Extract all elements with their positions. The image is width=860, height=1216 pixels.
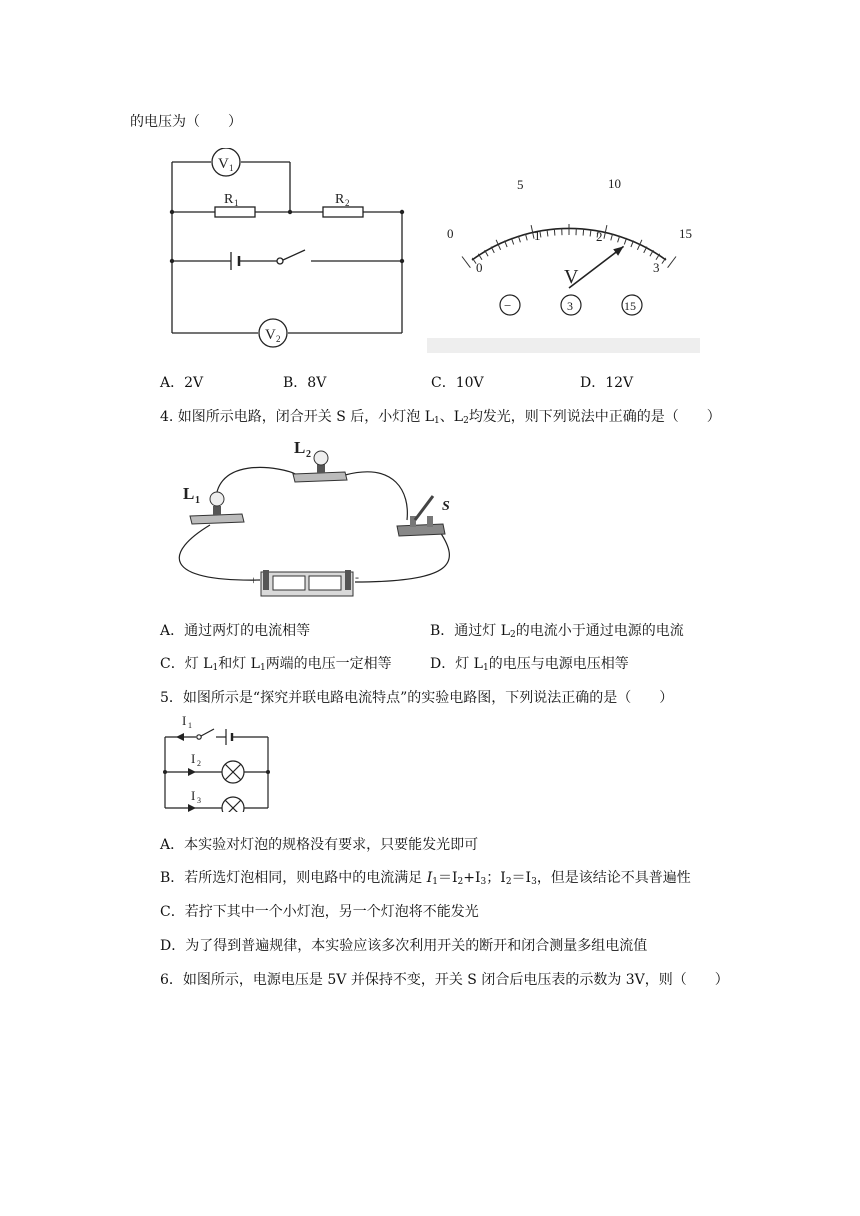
r1-label	[224, 192, 239, 208]
q4-option-c[interactable]: C．灯 $L_1$和灯 $L_1$两端的电压一定相等	[160, 656, 392, 673]
terminal-15	[622, 295, 642, 315]
svg-text:V: V	[218, 156, 229, 172]
voltmeter-dial	[425, 168, 705, 353]
q4-circuit-illustration	[165, 432, 465, 607]
r2-label	[335, 192, 350, 208]
meter-tick	[583, 229, 584, 236]
q5-parallel-circuit-diagram	[158, 712, 278, 812]
top-scale-10: 10	[608, 176, 621, 191]
svg-text:−: −	[504, 298, 512, 313]
svg-text:R: R	[335, 192, 345, 207]
meter-tick	[668, 257, 676, 268]
top-scale-15: 15	[679, 226, 692, 241]
q4-option-d[interactable]: D．灯 $L_1$的电压与电源电压相等	[430, 656, 629, 673]
meter-unit: V	[564, 266, 579, 288]
svg-text:3: 3	[197, 796, 201, 805]
svg-text:1: 1	[229, 163, 234, 173]
q5-option-b[interactable]: B．若所选灯泡相同，则电路中的电流满足 $I_1=I_2+I_3$；$I_2=I_3$，但是该结论不具普遍性	[160, 870, 691, 887]
q4-option-a[interactable]: A．通过两灯的电流相等	[160, 623, 311, 639]
q5-option-d[interactable]: D．为了得到普遍规律，本实验应该多次利用开关的断开和闭合测量多组电流值	[160, 938, 648, 954]
q6-stem: 6．如图所示，电源电压是 5V 并保持不变，开关 S 闭合后电压表的示数为 3V，则（ ）	[160, 972, 729, 988]
top-scale-5: 5	[517, 177, 524, 192]
q4-stem: 4. 如图所示电路，闭合开关 S 后，小灯泡 $L_1$、$L_2$均发光，则下列说法中正确的是（ ）	[160, 409, 721, 426]
switch-label: S	[442, 499, 450, 514]
q3-circuit-diagram	[165, 148, 415, 348]
svg-text:1: 1	[234, 198, 239, 208]
q4-option-b[interactable]: B．通过灯 $L_2$的电流小于通过电源的电流	[430, 623, 684, 640]
terminal-negative	[500, 295, 520, 315]
i2-label: I	[191, 751, 196, 766]
switch-s-icon	[397, 496, 445, 536]
i1-label: I	[182, 713, 187, 728]
l2-label: L	[294, 438, 306, 457]
v1-meter-symbol	[212, 148, 240, 176]
plus-terminal-label: +	[250, 573, 257, 587]
bottom-scale-0: 0	[476, 260, 483, 275]
bottom-scale-1: 1	[534, 228, 541, 243]
q5-option-c[interactable]: C．若拧下其中一个小灯泡，另一个灯泡将不能发光	[160, 904, 479, 920]
q3-option-b[interactable]: B．8V	[283, 375, 327, 391]
q5-option-a[interactable]: A．本实验对灯泡的规格没有要求，只要能发光即可	[160, 837, 479, 853]
minus-terminal-label: -	[355, 570, 359, 584]
svg-text:15: 15	[624, 299, 636, 313]
battery-holder-icon	[261, 570, 353, 596]
v2-meter-symbol	[259, 319, 287, 347]
top-scale-0: 0	[447, 226, 454, 241]
svg-text:1: 1	[195, 495, 200, 506]
svg-text:1: 1	[188, 721, 192, 730]
meter-tick	[462, 257, 470, 268]
svg-text:V: V	[265, 327, 276, 343]
q3-option-c[interactable]: C．10V	[431, 375, 484, 391]
svg-text:2: 2	[276, 334, 281, 344]
q5-stem: 5．如图所示是“探究并联电路电流特点”的实验电路图，下列说法正确的是（ ）	[160, 690, 674, 706]
q3-option-a[interactable]: A．2V	[160, 375, 204, 391]
l1-label: L	[183, 484, 195, 503]
q3-stem-tail: 的电压为（ ）	[130, 114, 242, 130]
meter-tick	[554, 229, 555, 236]
terminal-3	[561, 295, 581, 315]
q3-option-d[interactable]: D．12V	[580, 375, 634, 391]
svg-text:2: 2	[345, 198, 350, 208]
svg-text:3: 3	[567, 299, 573, 313]
svg-text:R: R	[224, 192, 234, 207]
bottom-scale-2: 2	[596, 229, 603, 244]
i3-label: I	[191, 788, 196, 803]
svg-text:2: 2	[197, 759, 201, 768]
svg-text:2: 2	[306, 449, 311, 460]
bottom-scale-3: 3	[653, 260, 660, 275]
